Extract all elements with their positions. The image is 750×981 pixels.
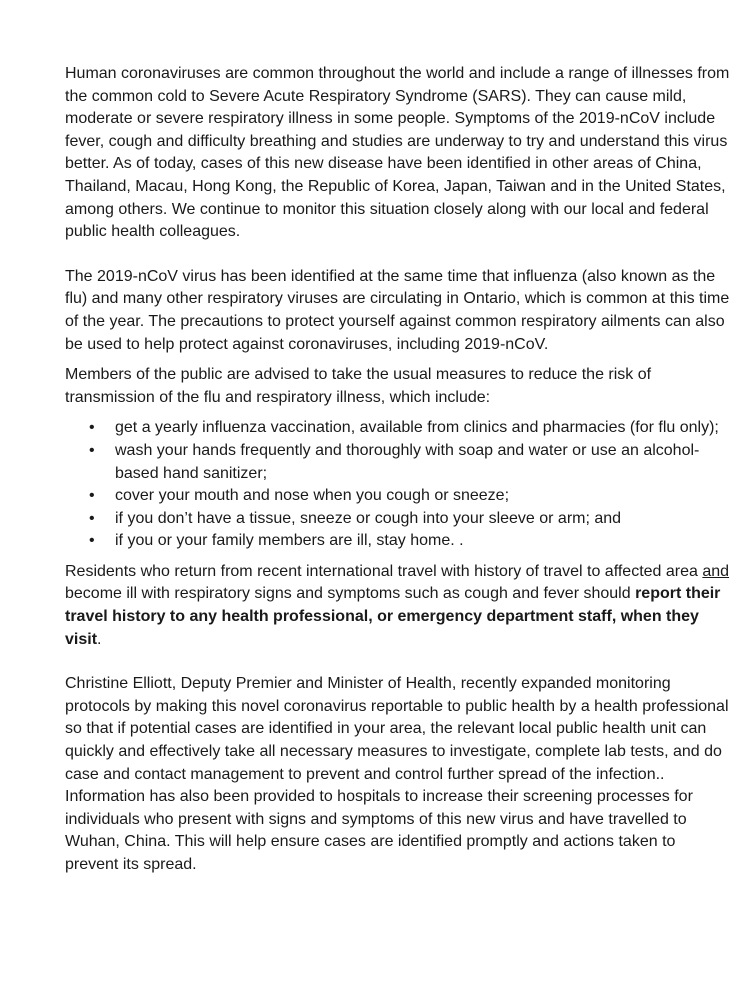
bullet-icon: •	[89, 441, 95, 459]
bullet-icon: •	[89, 487, 95, 505]
paragraph-coronavirus-overview: Human coronaviruses are common throughout the world and include a range of illnesses from the common cold to Severe Acute Respiratory Syndrome (SARS). They can cause mild, moderate or severe respiratory illness in some people. Symptoms of the 2019-nCoV include fever, cough and difficulty breathing and studies are underway to try and understand this virus better. As of today, cases of this new disease have been identified in other areas of China, Thailand, Macau, Hong Kong, the Republic of Korea, Japan, Taiwan and in the United States, among others. We continue to monitor this situation closely along with our local and federal public health colleagues.	[65, 65, 730, 241]
underlined-and: and	[702, 562, 730, 580]
paragraph-influenza-season: The 2019-nCoV virus has been identified at the same time that influenza (also known as the flu) and many other respiratory viruses are circulating in Ontario, which is common at this time of the year. The precautions to protect yourself against common respiratory ailments can also be used to help protect against coronaviruses, including 2019-nCoV.	[65, 267, 730, 353]
document-body	[65, 63, 730, 877]
list-item: • wash your hands frequently and thoroughly with soap and water or use an alcohol-based hand sanitizer;	[89, 441, 700, 482]
bullet-icon: •	[89, 419, 95, 437]
list-item: • if you or your family members are ill, stay home. .	[65, 530, 730, 553]
paragraph-public-advice: Members of the public are advised to take the usual measures to reduce the risk of transmission of the flu and respiratory illness, which include:	[65, 366, 652, 406]
list-item: • if you don’t have a tissue, sneeze or cough into your sleeve or arm; and	[65, 508, 730, 531]
list-item: • get a yearly influenza vaccination, available from clinics and pharmacies (for flu only);	[65, 417, 730, 440]
list-item: • cover your mouth and nose when you cough or sneeze;	[65, 485, 730, 508]
paragraph-travel-advice: Residents who return from recent international travel with history of travel to affected area and become ill with respiratory signs and symptoms such as cough and fever should report their travel history to any health professional, or emergency department staff, when they visit.	[65, 562, 730, 648]
paragraph-ministry-monitoring: Christine Elliott, Deputy Premier and Minister of Health, recently expanded monitoring protocols by making this novel coronavirus reportable to public health by a health professional so that if potential cases are identified in your area, the relevant local public health unit can quickly and effectively take all necessary measures to investigate, complete lab tests, and do case and contact management to prevent and control further spread of the infection.. Information has also been provided to hospitals to increase their screening processes for individuals who present with signs and symptoms of this new virus and have travelled to Wuhan, China. This will help ensure cases are identified promptly and actions taken to prevent its spread.	[65, 675, 729, 873]
bullet-icon: •	[89, 509, 95, 527]
bullet-icon: •	[89, 532, 95, 550]
precautions-list	[65, 417, 730, 553]
bold-instruction: report their travel history to any health professional, or emergency department staff, when they visit	[65, 585, 721, 648]
